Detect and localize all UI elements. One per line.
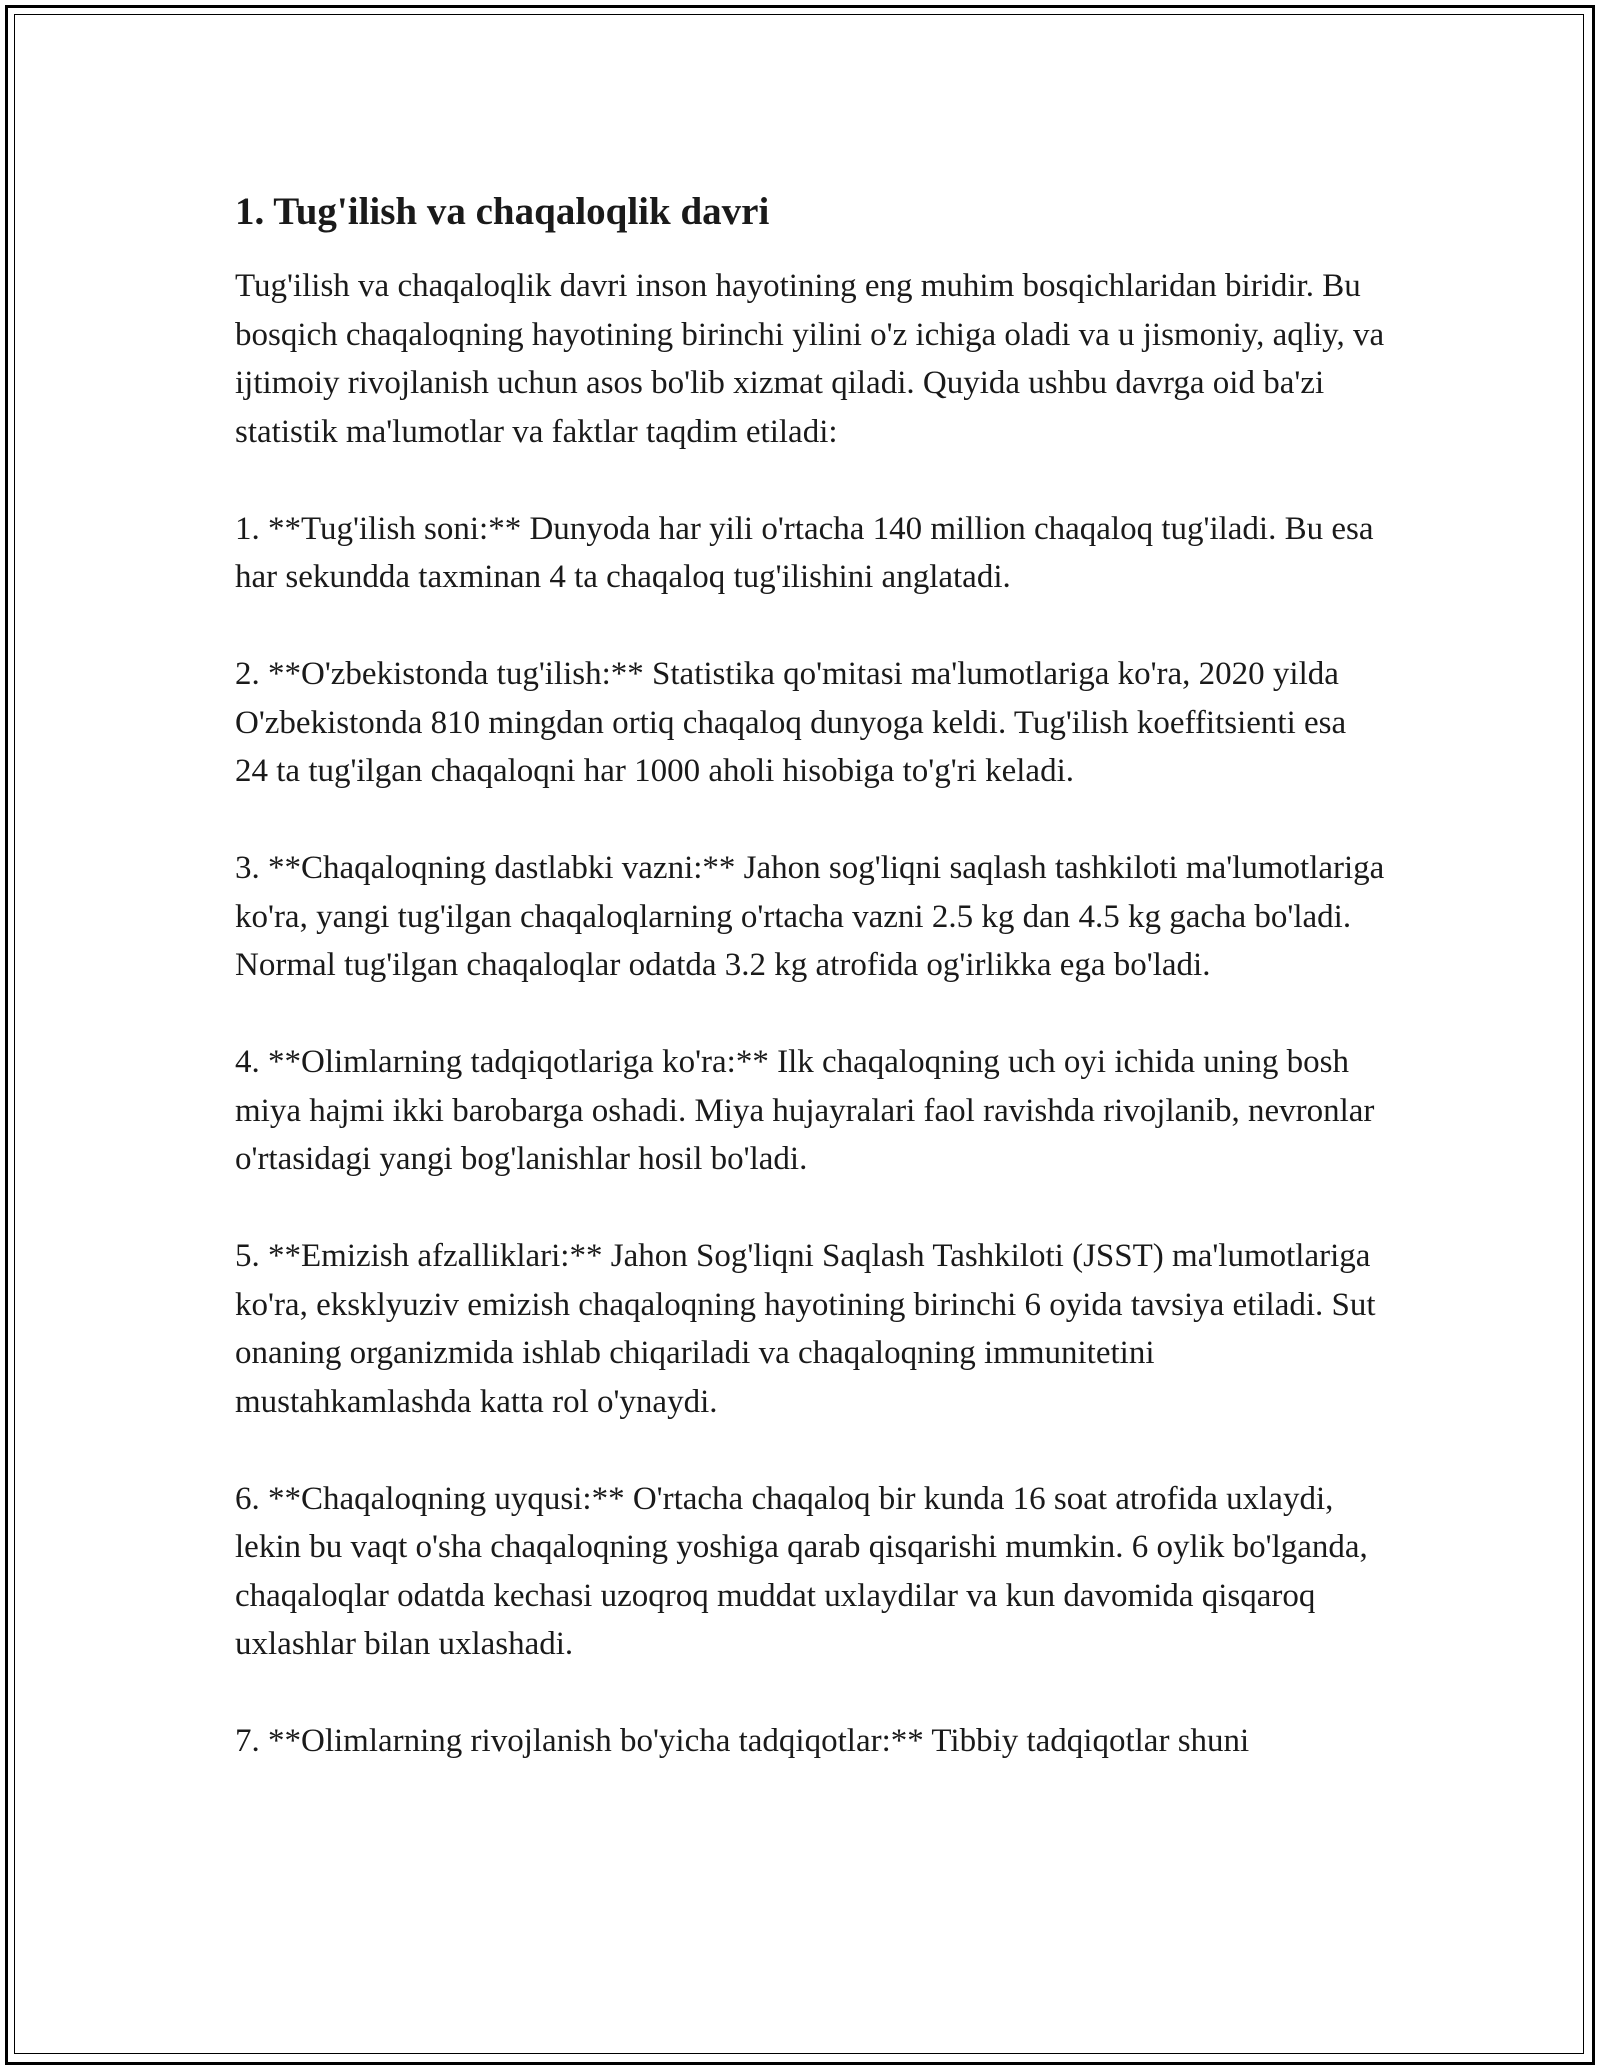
- list-item-birth-count: 1. **Tug'ilish soni:** Dunyoda har yili o'rtacha 140 million chaqaloq tug'iladi. Bu esa har sekundda taxminan 4 ta chaqaloq tug'ilishini anglatadi.: [235, 510, 1374, 595]
- list-item-birth-weight: 3. **Chaqaloqning dastlabki vazni:** Jahon sog'liqni saqlash tashkiloti ma'lumotlariga ko'ra, yangi tug'ilgan chaqaloqlarning o'rtacha vazni 2.5 kg dan 4.5 kg gacha bo'ladi. Normal tug'ilgan chaqaloqlar odatda 3.2 kg atrofida og'irlikka ega bo'ladi.: [235, 850, 1385, 983]
- list-item-uzbekistan-births: 2. **O'zbekistonda tug'ilish:** Statistika qo'mitasi ma'lumotlariga ko'ra, 2020 yilda O'zbekistonda 810 mingdan ortiq chaqaloq dunyoga keldi. Tug'ilish koeffitsienti esa 24 ta tug'ilgan chaqaloqni har 1000 aholi hisobiga to'g'ri keladi.: [235, 656, 1347, 789]
- list-item-brain-research: 4. **Olimlarning tadqiqotlariga ko'ra:** Ilk chaqaloqning uch oyi ichida uning bosh miya hajmi ikki barobarga oshadi. Miya hujayralari faol ravishda rivojlanib, nevronlar o'rtasidagi yangi bog'lanishlar hosil bo'ladi.: [235, 1044, 1375, 1177]
- list-item-development-research: 7. **Olimlarning rivojlanish bo'yicha tadqiqotlar:** Tibbiy tadqiqotlar shuni: [235, 1723, 1250, 1759]
- section-title: 1. Tug'ilish va chaqaloqlik davri: [235, 190, 770, 233]
- list-item-infant-sleep: 6. **Chaqaloqning uyqusi:** O'rtacha chaqaloq bir kunda 16 soat atrofida uxlaydi, lekin bu vaqt o'sha chaqaloqning yoshiga qarab qisqarishi mumkin. 6 oylik bo'lganda, chaqaloqlar odatda kechasi uzoqroq muddat uxlaydilar va kun davomida qisqaroq uxlashlar bilan uxlashadi.: [235, 1480, 1368, 1662]
- document-body: [235, 186, 1385, 1814]
- list-item-breastfeeding: 5. **Emizish afzalliklari:** Jahon Sog'liqni Saqlash Tashkiloti (JSST) ma'lumotlariga ko'ra, eksklyuziv emizish chaqaloqning hayotining birinchi 6 oyida tavsiya etiladi. Sut onaning organizmida ishlab chiqariladi va chaqaloqning immunitetini mustahkamlashda katta rol o'ynaydi.: [235, 1238, 1376, 1420]
- intro-paragraph: Tug'ilish va chaqaloqlik davri inson hayotining eng muhim bosqichlaridan biridir. Bu bosqich chaqaloqning hayotining birinchi yilini o'z ichiga oladi va u jismoniy, aqliy, va ijtimoiy rivojlanish uchun asos bo'lib xizmat qiladi. Quyida ushbu davrga oid ba'zi statistik ma'lumotlar va faktlar taqdim etiladi:: [235, 268, 1385, 450]
